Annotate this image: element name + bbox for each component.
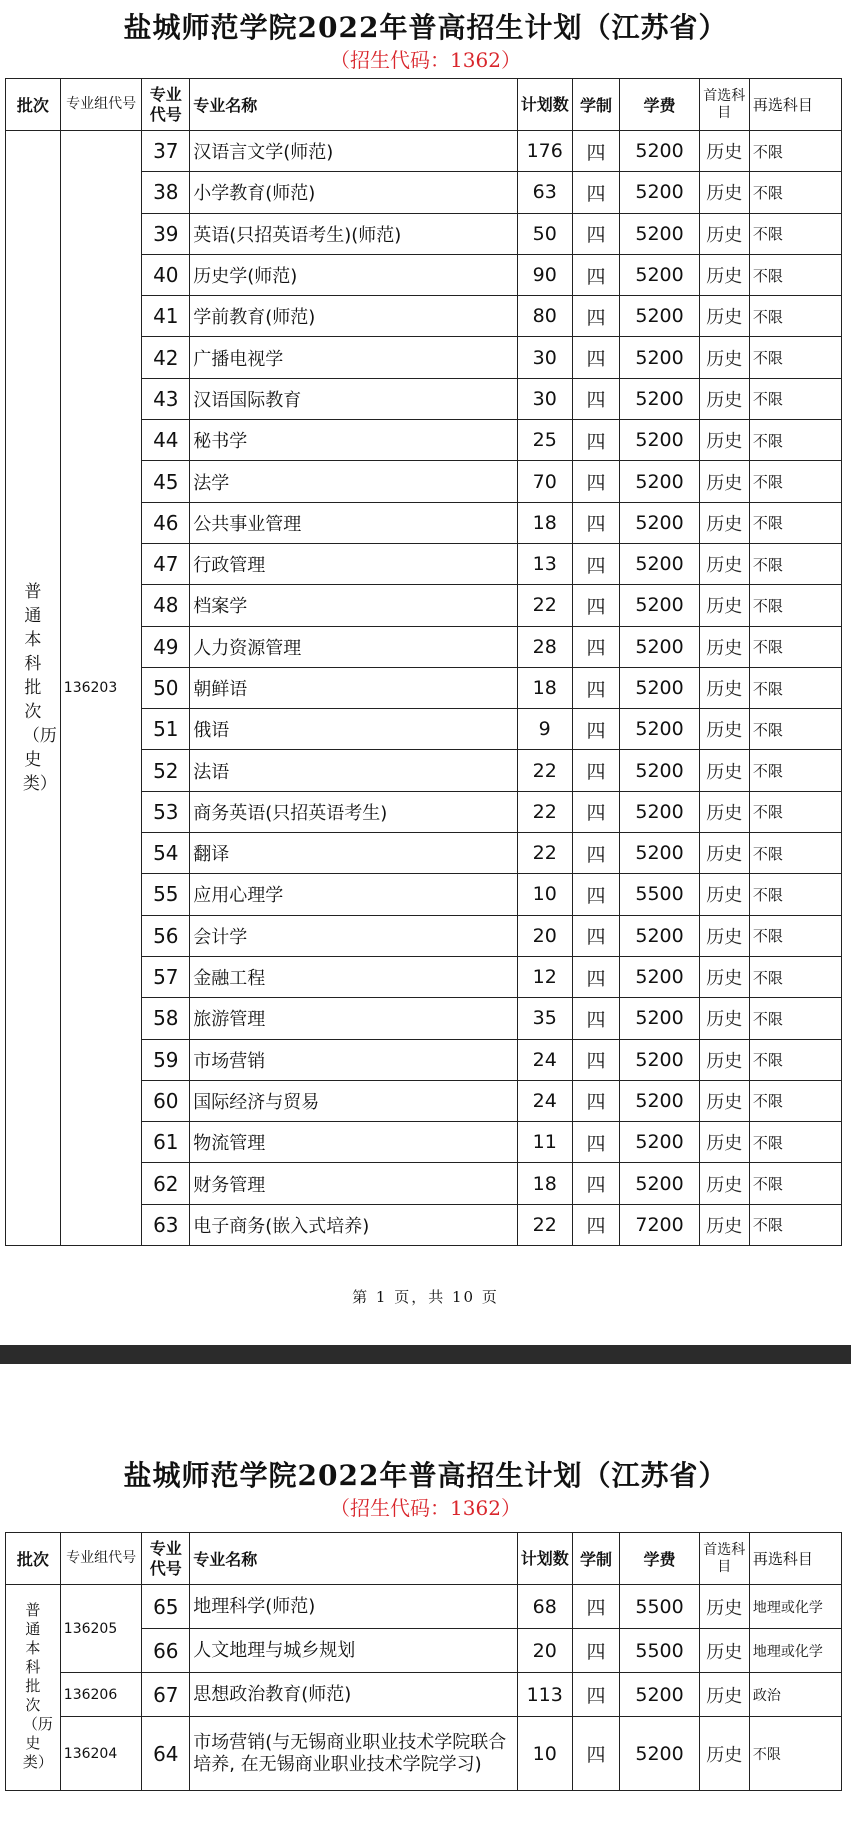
tuition-cell: 5200 bbox=[620, 1039, 699, 1080]
duration-cell: 四 bbox=[572, 254, 620, 295]
duration-cell: 四 bbox=[572, 833, 620, 874]
duration-cell: 四 bbox=[572, 131, 620, 172]
major-code-cell: 47 bbox=[142, 543, 190, 584]
major-name-cell: 金融工程 bbox=[190, 956, 518, 997]
tuition-cell: 5200 bbox=[620, 667, 699, 708]
major-code-cell: 66 bbox=[142, 1629, 190, 1673]
plan-count-cell: 18 bbox=[517, 1163, 572, 1204]
plan-count-cell: 176 bbox=[517, 131, 572, 172]
plan-count-cell: 20 bbox=[517, 1629, 572, 1673]
major-code-cell: 67 bbox=[142, 1673, 190, 1717]
major-name-cell: 地理科学(师范) bbox=[190, 1585, 518, 1629]
header-group: 专业组代号 bbox=[60, 1533, 142, 1585]
major-code-cell: 62 bbox=[142, 1163, 190, 1204]
major-code-cell: 39 bbox=[142, 213, 190, 254]
major-code-cell: 58 bbox=[142, 998, 190, 1039]
batch-cell bbox=[6, 1585, 61, 1791]
plan-count-cell: 22 bbox=[517, 791, 572, 832]
second-subject-cell: 不限 bbox=[749, 172, 841, 213]
header-name: 专业名称 bbox=[190, 79, 518, 131]
header-sys: 学制 bbox=[572, 1533, 620, 1585]
second-subject-cell: 不限 bbox=[749, 1204, 841, 1245]
plan-count-cell: 113 bbox=[517, 1673, 572, 1717]
plan-count-cell: 24 bbox=[517, 1039, 572, 1080]
second-subject-cell: 不限 bbox=[749, 543, 841, 584]
duration-cell: 四 bbox=[572, 502, 620, 543]
first-subject-cell: 历史 bbox=[699, 709, 749, 750]
plan-count-cell: 9 bbox=[517, 709, 572, 750]
table-header-row bbox=[6, 79, 842, 131]
major-name-cell: 财务管理 bbox=[190, 1163, 518, 1204]
plan-count-cell: 11 bbox=[517, 1122, 572, 1163]
major-code-cell: 43 bbox=[142, 378, 190, 419]
page-title: 盐城师范学院2022年普高招生计划（江苏省） bbox=[123, 1459, 728, 1492]
plan-count-cell: 80 bbox=[517, 296, 572, 337]
table-row bbox=[6, 1673, 842, 1717]
tuition-cell: 5200 bbox=[620, 626, 699, 667]
major-code-cell: 64 bbox=[142, 1717, 190, 1791]
first-subject-cell: 历史 bbox=[699, 874, 749, 915]
tuition-cell: 5200 bbox=[620, 461, 699, 502]
group-code-cell: 136206 bbox=[60, 1673, 142, 1717]
tuition-cell: 5200 bbox=[620, 709, 699, 750]
second-subject-cell: 不限 bbox=[749, 585, 841, 626]
second-subject-cell: 政治 bbox=[749, 1673, 841, 1717]
major-code-cell: 50 bbox=[142, 667, 190, 708]
second-subject-cell: 不限 bbox=[749, 791, 841, 832]
tuition-cell: 5200 bbox=[620, 420, 699, 461]
first-subject-cell: 历史 bbox=[699, 1080, 749, 1121]
tuition-cell: 5200 bbox=[620, 1717, 699, 1791]
tuition-cell: 5500 bbox=[620, 1629, 699, 1673]
major-code-cell: 57 bbox=[142, 956, 190, 997]
major-code-cell: 44 bbox=[142, 420, 190, 461]
table-row bbox=[6, 1585, 842, 1629]
major-name-cell: 人力资源管理 bbox=[190, 626, 518, 667]
enrollment-table bbox=[5, 78, 842, 1246]
second-subject-cell: 不限 bbox=[749, 213, 841, 254]
major-code-cell: 61 bbox=[142, 1122, 190, 1163]
first-subject-cell: 历史 bbox=[699, 172, 749, 213]
duration-cell: 四 bbox=[572, 337, 620, 378]
major-code-cell: 40 bbox=[142, 254, 190, 295]
major-name-cell: 汉语言文学(师范) bbox=[190, 131, 518, 172]
duration-cell: 四 bbox=[572, 1717, 620, 1791]
major-code-cell: 53 bbox=[142, 791, 190, 832]
major-name-cell: 汉语国际教育 bbox=[190, 378, 518, 419]
duration-cell: 四 bbox=[572, 1080, 620, 1121]
second-subject-cell: 不限 bbox=[749, 1039, 841, 1080]
second-subject-cell: 不限 bbox=[749, 709, 841, 750]
plan-count-cell: 28 bbox=[517, 626, 572, 667]
header-plan: 计划数 bbox=[517, 1533, 572, 1585]
tuition-cell: 5200 bbox=[620, 213, 699, 254]
tuition-cell: 5200 bbox=[620, 791, 699, 832]
major-name-cell: 英语(只招英语考生)(师范) bbox=[190, 213, 518, 254]
header-fee: 学费 bbox=[620, 79, 699, 131]
plan-count-cell: 63 bbox=[517, 172, 572, 213]
header-batch: 批次 bbox=[6, 1533, 61, 1585]
major-name-cell: 档案学 bbox=[190, 585, 518, 626]
major-name-cell: 历史学(师范) bbox=[190, 254, 518, 295]
tuition-cell: 5200 bbox=[620, 543, 699, 584]
major-name-cell: 旅游管理 bbox=[190, 998, 518, 1039]
major-code-cell: 60 bbox=[142, 1080, 190, 1121]
first-subject-cell: 历史 bbox=[699, 1717, 749, 1791]
header-second: 再选科目 bbox=[749, 1533, 841, 1585]
major-name-cell: 市场营销(与无锡商业职业技术学院联合培养, 在无锡商业职业技术学院学习) bbox=[190, 1717, 518, 1791]
duration-cell: 四 bbox=[572, 956, 620, 997]
major-code-cell: 59 bbox=[142, 1039, 190, 1080]
major-name-cell: 学前教育(师范) bbox=[190, 296, 518, 337]
duration-cell: 四 bbox=[572, 172, 620, 213]
major-code-cell: 63 bbox=[142, 1204, 190, 1245]
major-code-cell: 42 bbox=[142, 337, 190, 378]
major-name-cell: 物流管理 bbox=[190, 1122, 518, 1163]
major-code-cell: 54 bbox=[142, 833, 190, 874]
duration-cell: 四 bbox=[572, 791, 620, 832]
major-code-cell: 37 bbox=[142, 131, 190, 172]
plan-count-cell: 13 bbox=[517, 543, 572, 584]
major-name-cell: 法语 bbox=[190, 750, 518, 791]
major-code-cell: 49 bbox=[142, 626, 190, 667]
major-code-cell: 48 bbox=[142, 585, 190, 626]
group-code-cell: 136203 bbox=[60, 131, 142, 1246]
second-subject-cell: 不限 bbox=[749, 874, 841, 915]
plan-count-cell: 18 bbox=[517, 667, 572, 708]
first-subject-cell: 历史 bbox=[699, 998, 749, 1039]
page-subtitle: （招生代码：1362） bbox=[330, 1496, 521, 1520]
duration-cell: 四 bbox=[572, 1585, 620, 1629]
tuition-cell: 5200 bbox=[620, 172, 699, 213]
first-subject-cell: 历史 bbox=[699, 585, 749, 626]
tuition-cell: 5200 bbox=[620, 1122, 699, 1163]
plan-count-cell: 24 bbox=[517, 1080, 572, 1121]
header-fee: 学费 bbox=[620, 1533, 699, 1585]
page-title: 盐城师范学院2022年普高招生计划（江苏省） bbox=[123, 11, 728, 44]
tuition-cell: 5200 bbox=[620, 1163, 699, 1204]
major-name-cell: 应用心理学 bbox=[190, 874, 518, 915]
tuition-cell: 5500 bbox=[620, 1585, 699, 1629]
batch-label: 普通本科批次（历史类） bbox=[22, 1600, 53, 1771]
duration-cell: 四 bbox=[572, 1039, 620, 1080]
duration-cell: 四 bbox=[572, 213, 620, 254]
major-name-cell: 法学 bbox=[190, 461, 518, 502]
first-subject-cell: 历史 bbox=[699, 1204, 749, 1245]
second-subject-cell: 不限 bbox=[749, 1122, 841, 1163]
major-name-cell: 市场营销 bbox=[190, 1039, 518, 1080]
header-second: 再选科目 bbox=[749, 79, 841, 131]
table-row bbox=[6, 131, 842, 172]
second-subject-cell: 地理或化学 bbox=[749, 1629, 841, 1673]
major-code-cell: 51 bbox=[142, 709, 190, 750]
major-code-cell: 45 bbox=[142, 461, 190, 502]
major-name-cell: 朝鲜语 bbox=[190, 667, 518, 708]
tuition-cell: 7200 bbox=[620, 1204, 699, 1245]
first-subject-cell: 历史 bbox=[699, 956, 749, 997]
second-subject-cell: 不限 bbox=[749, 915, 841, 956]
first-subject-cell: 历史 bbox=[699, 626, 749, 667]
first-subject-cell: 历史 bbox=[699, 1673, 749, 1717]
first-subject-cell: 历史 bbox=[699, 791, 749, 832]
major-name-cell: 小学教育(师范) bbox=[190, 172, 518, 213]
first-subject-cell: 历史 bbox=[699, 296, 749, 337]
second-subject-cell: 不限 bbox=[749, 378, 841, 419]
duration-cell: 四 bbox=[572, 1673, 620, 1717]
plan-count-cell: 22 bbox=[517, 750, 572, 791]
tuition-cell: 5200 bbox=[620, 131, 699, 172]
first-subject-cell: 历史 bbox=[699, 254, 749, 295]
second-subject-cell: 不限 bbox=[749, 1717, 841, 1791]
duration-cell: 四 bbox=[572, 1163, 620, 1204]
header-code: 专业代号 bbox=[142, 79, 190, 131]
second-subject-cell: 不限 bbox=[749, 667, 841, 708]
plan-count-cell: 22 bbox=[517, 1204, 572, 1245]
page-footer: 第 1 页，共 10 页 bbox=[352, 1288, 499, 1306]
plan-count-cell: 30 bbox=[517, 337, 572, 378]
second-subject-cell: 不限 bbox=[749, 131, 841, 172]
first-subject-cell: 历史 bbox=[699, 337, 749, 378]
plan-count-cell: 12 bbox=[517, 956, 572, 997]
duration-cell: 四 bbox=[572, 874, 620, 915]
duration-cell: 四 bbox=[572, 1629, 620, 1673]
duration-cell: 四 bbox=[572, 296, 620, 337]
first-subject-cell: 历史 bbox=[699, 1585, 749, 1629]
major-name-cell: 翻译 bbox=[190, 833, 518, 874]
first-subject-cell: 历史 bbox=[699, 1163, 749, 1204]
major-name-cell: 国际经济与贸易 bbox=[190, 1080, 518, 1121]
plan-count-cell: 25 bbox=[517, 420, 572, 461]
major-name-cell: 电子商务(嵌入式培养) bbox=[190, 1204, 518, 1245]
duration-cell: 四 bbox=[572, 461, 620, 502]
major-name-cell: 商务英语(只招英语考生) bbox=[190, 791, 518, 832]
major-name-cell: 广播电视学 bbox=[190, 337, 518, 378]
second-subject-cell: 不限 bbox=[749, 254, 841, 295]
major-code-cell: 65 bbox=[142, 1585, 190, 1629]
second-subject-cell: 地理或化学 bbox=[749, 1585, 841, 1629]
plan-count-cell: 18 bbox=[517, 502, 572, 543]
first-subject-cell: 历史 bbox=[699, 213, 749, 254]
first-subject-cell: 历史 bbox=[699, 543, 749, 584]
first-subject-cell: 历史 bbox=[699, 378, 749, 419]
major-name-cell: 会计学 bbox=[190, 915, 518, 956]
second-subject-cell: 不限 bbox=[749, 337, 841, 378]
tuition-cell: 5500 bbox=[620, 874, 699, 915]
first-subject-cell: 历史 bbox=[699, 1039, 749, 1080]
duration-cell: 四 bbox=[572, 378, 620, 419]
second-subject-cell: 不限 bbox=[749, 1163, 841, 1204]
second-subject-cell: 不限 bbox=[749, 296, 841, 337]
first-subject-cell: 历史 bbox=[699, 750, 749, 791]
tuition-cell: 5200 bbox=[620, 1080, 699, 1121]
second-subject-cell: 不限 bbox=[749, 626, 841, 667]
second-subject-cell: 不限 bbox=[749, 461, 841, 502]
duration-cell: 四 bbox=[572, 1122, 620, 1163]
header-batch: 批次 bbox=[6, 79, 61, 131]
tuition-cell: 5200 bbox=[620, 502, 699, 543]
plan-count-cell: 22 bbox=[517, 833, 572, 874]
tuition-cell: 5200 bbox=[620, 254, 699, 295]
header-plan: 计划数 bbox=[517, 79, 572, 131]
major-name-cell: 行政管理 bbox=[190, 543, 518, 584]
enrollment-table bbox=[5, 1532, 842, 1791]
duration-cell: 四 bbox=[572, 543, 620, 584]
plan-count-cell: 70 bbox=[517, 461, 572, 502]
first-subject-cell: 历史 bbox=[699, 1629, 749, 1673]
tuition-cell: 5200 bbox=[620, 750, 699, 791]
plan-count-cell: 20 bbox=[517, 915, 572, 956]
major-code-cell: 41 bbox=[142, 296, 190, 337]
header-first: 首选科目 bbox=[699, 79, 749, 131]
plan-count-cell: 10 bbox=[517, 1717, 572, 1791]
duration-cell: 四 bbox=[572, 998, 620, 1039]
major-code-cell: 52 bbox=[142, 750, 190, 791]
duration-cell: 四 bbox=[572, 667, 620, 708]
header-group: 专业组代号 bbox=[60, 79, 142, 131]
batch-label: 普通本科批次（历史类） bbox=[22, 581, 57, 794]
tuition-cell: 5200 bbox=[620, 585, 699, 626]
first-subject-cell: 历史 bbox=[699, 131, 749, 172]
duration-cell: 四 bbox=[572, 1204, 620, 1245]
duration-cell: 四 bbox=[572, 750, 620, 791]
plan-count-cell: 35 bbox=[517, 998, 572, 1039]
tuition-cell: 5200 bbox=[620, 915, 699, 956]
major-name-cell: 俄语 bbox=[190, 709, 518, 750]
plan-count-cell: 10 bbox=[517, 874, 572, 915]
duration-cell: 四 bbox=[572, 420, 620, 461]
first-subject-cell: 历史 bbox=[699, 1122, 749, 1163]
first-subject-cell: 历史 bbox=[699, 461, 749, 502]
tuition-cell: 5200 bbox=[620, 296, 699, 337]
group-code-cell: 136205 bbox=[60, 1585, 142, 1673]
second-subject-cell: 不限 bbox=[749, 420, 841, 461]
plan-count-cell: 22 bbox=[517, 585, 572, 626]
table-row bbox=[6, 1717, 842, 1791]
second-subject-cell: 不限 bbox=[749, 956, 841, 997]
header-code: 专业代号 bbox=[142, 1533, 190, 1585]
first-subject-cell: 历史 bbox=[699, 915, 749, 956]
tuition-cell: 5200 bbox=[620, 956, 699, 997]
table-header-row bbox=[6, 1533, 842, 1585]
major-name-cell: 秘书学 bbox=[190, 420, 518, 461]
tuition-cell: 5200 bbox=[620, 337, 699, 378]
major-name-cell: 人文地理与城乡规划 bbox=[190, 1629, 518, 1673]
header-first: 首选科目 bbox=[699, 1533, 749, 1585]
header-name: 专业名称 bbox=[190, 1533, 518, 1585]
second-subject-cell: 不限 bbox=[749, 998, 841, 1039]
page-subtitle: （招生代码：1362） bbox=[330, 48, 521, 72]
plan-count-cell: 68 bbox=[517, 1585, 572, 1629]
first-subject-cell: 历史 bbox=[699, 420, 749, 461]
major-code-cell: 55 bbox=[142, 874, 190, 915]
plan-count-cell: 90 bbox=[517, 254, 572, 295]
major-name-cell: 思想政治教育(师范) bbox=[190, 1673, 518, 1717]
tuition-cell: 5200 bbox=[620, 833, 699, 874]
major-code-cell: 38 bbox=[142, 172, 190, 213]
second-subject-cell: 不限 bbox=[749, 750, 841, 791]
major-code-cell: 46 bbox=[142, 502, 190, 543]
batch-cell bbox=[6, 131, 61, 1246]
major-name-cell: 公共事业管理 bbox=[190, 502, 518, 543]
duration-cell: 四 bbox=[572, 915, 620, 956]
first-subject-cell: 历史 bbox=[699, 667, 749, 708]
duration-cell: 四 bbox=[572, 585, 620, 626]
page-divider bbox=[0, 1345, 851, 1364]
tuition-cell: 5200 bbox=[620, 1673, 699, 1717]
first-subject-cell: 历史 bbox=[699, 833, 749, 874]
tuition-cell: 5200 bbox=[620, 998, 699, 1039]
duration-cell: 四 bbox=[572, 626, 620, 667]
second-subject-cell: 不限 bbox=[749, 1080, 841, 1121]
major-code-cell: 56 bbox=[142, 915, 190, 956]
plan-count-cell: 50 bbox=[517, 213, 572, 254]
plan-count-cell: 30 bbox=[517, 378, 572, 419]
first-subject-cell: 历史 bbox=[699, 502, 749, 543]
document-page-2 bbox=[0, 1364, 851, 1827]
group-code-cell: 136204 bbox=[60, 1717, 142, 1791]
duration-cell: 四 bbox=[572, 709, 620, 750]
second-subject-cell: 不限 bbox=[749, 833, 841, 874]
second-subject-cell: 不限 bbox=[749, 502, 841, 543]
header-sys: 学制 bbox=[572, 79, 620, 131]
tuition-cell: 5200 bbox=[620, 378, 699, 419]
